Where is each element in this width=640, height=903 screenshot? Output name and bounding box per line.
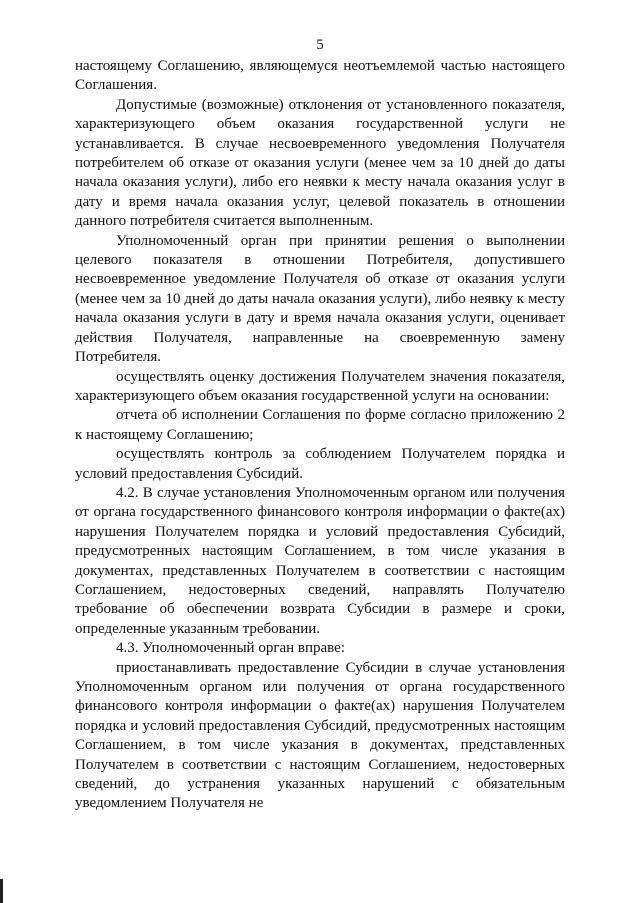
paragraph-suspend: приостанавливать предоставление Субсидии в случае установления Уполномоченным органом или получения от органа государственного финансового контроля информации о факте(ах) нарушения Получателем порядка и условий предоставления Субсидий, предусмотренных настоящим Соглашением, в том числе указания в документах, представленных Получателем в соответствии с настоящим Соглашением, недостоверных сведений, до устранения указанных нарушений с обязательным уведомлением Получателя не (75, 659, 565, 812)
paragraph-assessment: осуществлять оценку достижения Получателем значения показателя, характеризующего объем оказания государственной услуги на основании: (75, 368, 565, 404)
paragraph-4-2: 4.2. В случае установления Уполномоченным органом или получения от органа государственного финансового контроля информации о факте(ах) нарушения Получателем порядка и условий предоставления Субсидий, предусмотренных настоящим Соглашением, в том числе указания в документах, представленных Получателем в соответствии с настоящим Соглашением, недостоверных сведений, направлять Получателю требование об обеспечении возврата Субсидии в размере и сроки, определенные указанным требовании. (75, 484, 565, 637)
paragraph-report: отчета об исполнении Соглашения по форме согласно приложению 2 к настоящему Соглашению; (75, 407, 565, 443)
paragraph-continuation: настоящему Соглашению, являющемуся неотъемлемой частью настоящего Соглашения. (75, 58, 565, 94)
paragraph-control: осуществлять контроль за соблюдением Получателем порядка и условий предоставления Субсидий. (75, 446, 565, 482)
page-number: 5 (316, 37, 324, 53)
paragraph-4-3: 4.3. Уполномоченный орган вправе: (116, 640, 345, 657)
paragraph-deviations: Допустимые (возможные) отклонения от установленного показателя, характеризующего объем оказания государственной услуги не устанавливается. В случае несвоевременного уведомления Получателя потребителем об отказе от оказания услуги (менее чем за 10 дней до даты начала оказания услуги), либо его неявки к месту начала оказания услуг в дату и время начала оказания услуг, целевой показатель в отношении данного потребителя считается выполненным. (75, 96, 565, 230)
paragraph-authorized-body: Уполномоченный орган при принятии решения о выполнении целевого показателя в отношении Потребителя, допустившего несвоевременное уведомление Получателя об отказе от оказания услуги (менее чем за 10 дней до даты начала оказания услуги), либо неявку к месту начала оказания услуги в дату и время начала оказания услуги, оценивает действия Получателя, направленные на своевременную замену Потребителя. (75, 232, 565, 366)
document-body (75, 57, 565, 814)
scan-edge-mark (0, 879, 3, 903)
